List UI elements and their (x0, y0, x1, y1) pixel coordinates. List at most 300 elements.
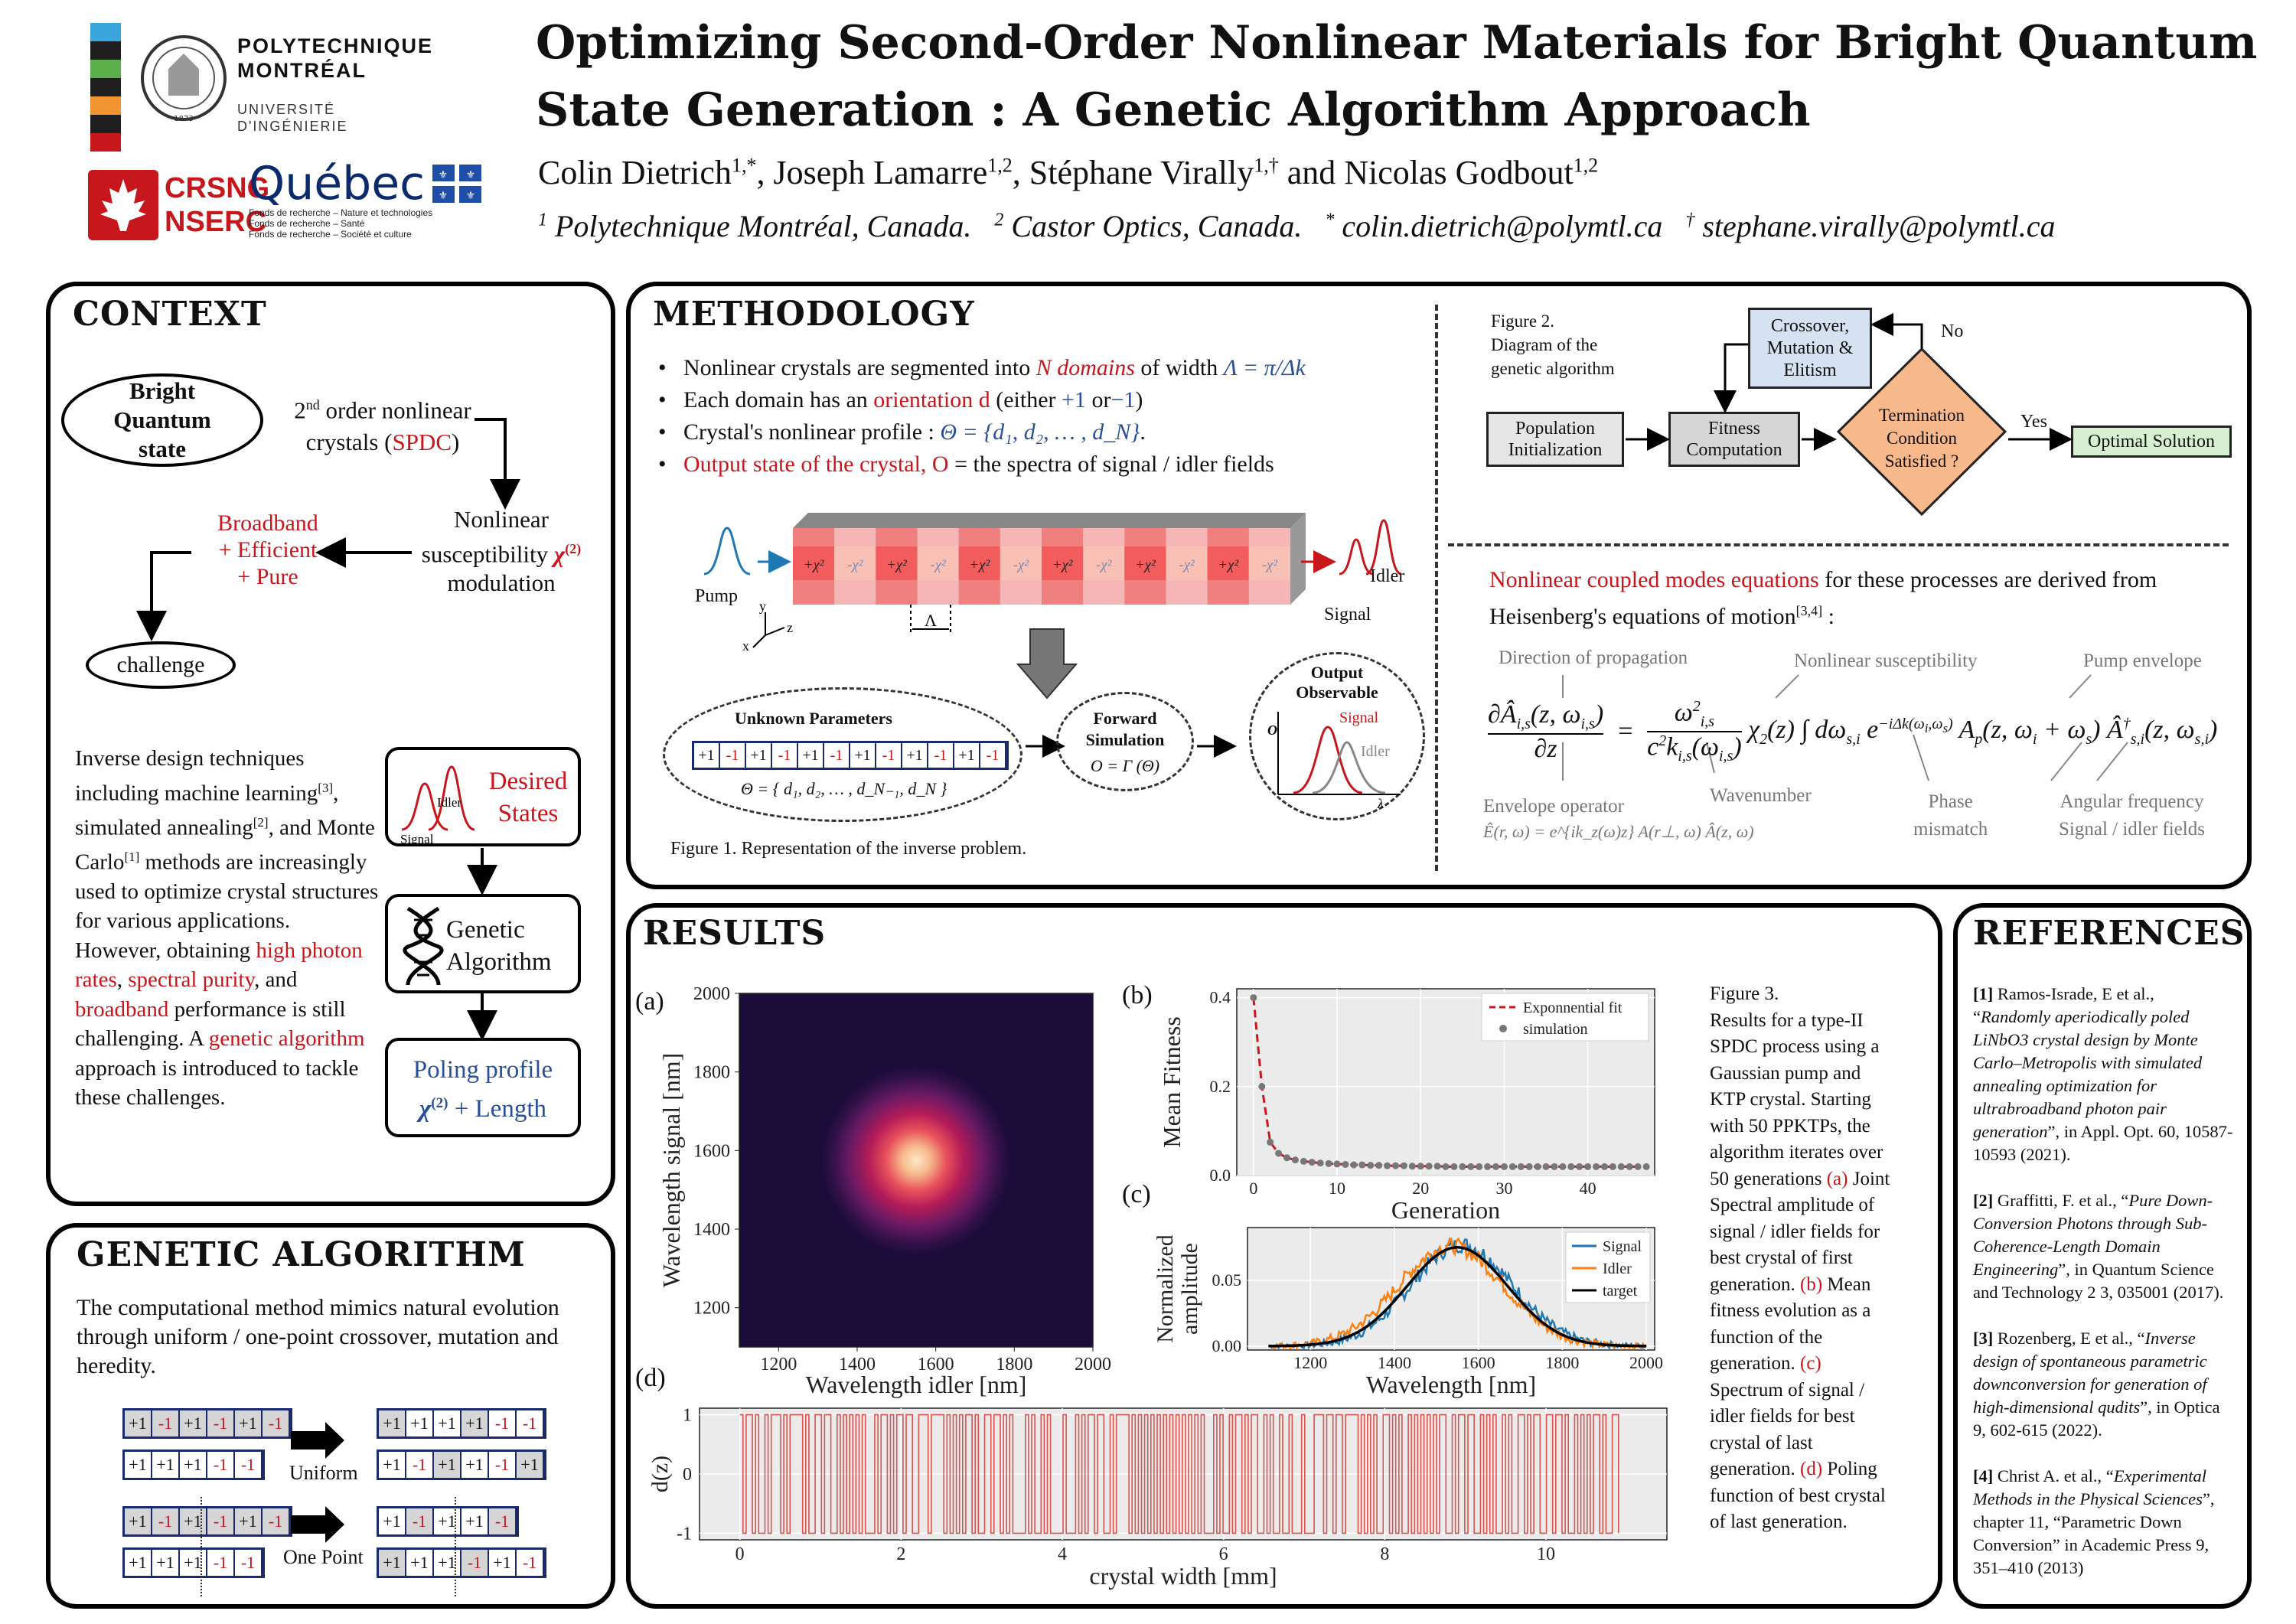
fitness-point (1576, 1163, 1583, 1170)
label-c: (c) (1122, 1180, 1151, 1208)
fitness-point (1551, 1163, 1557, 1170)
methodology-bullets: • Nonlinear crystals are segmented into N domains of width Λ = π/Δk • Each domain has an orientation d (either +1 or−1) • Crystal's nonlinear profile : Θ = {d₁, d₂, … , d_N}. • Output state of the crystal, O = the spectra of signal / idler fields (658, 355, 1306, 477)
fitness-point (1443, 1163, 1450, 1170)
fitness-point (1358, 1162, 1365, 1169)
lambda-label: Λ (925, 611, 937, 630)
gene-cell: +1 (180, 1452, 207, 1478)
gene-cell: -1 (235, 1550, 263, 1576)
fitness-point (1267, 1139, 1274, 1146)
gene-cell: +1 (461, 1452, 489, 1478)
gene-cell: +1 (235, 1508, 263, 1534)
reference-item: [2] Graffitti, F. et al., “Pure Down-Conversion Photons through Sub-Coherence-Length Domain Engineering”, in Quantum Science and Technology 2 3, 035001 (2017). (1973, 1191, 2224, 1302)
poster-title: Optimizing Second-Order Nonlinear Materials for Bright Quantum State Generation : A Genetic Algorithm Approach (536, 16, 2258, 137)
ann-nls: Nonlinear susceptibility (1794, 651, 1978, 671)
reference-item: [4] Christ A. et al., “Experimental Methods in the Physical Sciences”, chapter 11, “Parametric Down Conversion” in Academic Press 9, 351–410 (2013) (1973, 1466, 2215, 1577)
y-tick-label: 0.4 (1209, 987, 1231, 1007)
x-axis-label: crystal width [mm] (1089, 1562, 1277, 1590)
param-cell: +1 (850, 743, 876, 768)
gene-cell: +1 (489, 1550, 517, 1576)
fitness-point (1643, 1163, 1650, 1170)
domain-label: -χ² (847, 557, 863, 573)
gene-cell: -1 (207, 1452, 235, 1478)
caption-text: (d) (1800, 1459, 1823, 1479)
caption-text: Gaussian pump and (1710, 1062, 1861, 1084)
ann-wavenumber: Wavenumber (1710, 785, 1812, 806)
caption-text: (c) (1800, 1353, 1821, 1374)
fitness-point (1367, 1162, 1374, 1169)
gene-cell: -1 (207, 1508, 235, 1534)
fitness-point (1509, 1163, 1516, 1170)
polytechnique-subtitle: UNIVERSITÉ D'INGÉNIERIE (237, 102, 348, 134)
gene-cell: -1 (263, 1410, 290, 1436)
figure3-caption (1710, 981, 1939, 1536)
y-tick-label: 1800 (693, 1062, 730, 1083)
y-tick-label: 0 (683, 1465, 692, 1485)
y-tick-label: 2000 (693, 984, 730, 1004)
x-tick-label: 1600 (917, 1355, 954, 1375)
fitness-point (1392, 1163, 1399, 1169)
gene-cell: +1 (379, 1410, 406, 1436)
fitness-point (1417, 1163, 1424, 1169)
fitness-point (1450, 1163, 1457, 1170)
param-cell: +1 (694, 743, 720, 768)
x-tick-label: 1800 (996, 1355, 1033, 1375)
chromosome-row (122, 1547, 265, 1578)
svg-text:O: O (1267, 722, 1277, 738)
gene-cell: +1 (434, 1550, 461, 1576)
right-arrow-icon (291, 1422, 344, 1459)
chromosome-row (377, 1547, 546, 1578)
unknown-params-title: Unknown Parameters (735, 709, 892, 728)
param-cell: +1 (746, 743, 772, 768)
caption-text: algorithm iterates over (1710, 1142, 1883, 1163)
genetic-algorithm-box: Genetic Algorithm (385, 894, 581, 993)
svg-text:Signal: Signal (1339, 709, 1379, 726)
chart-a-heatmap (651, 984, 1111, 1401)
svg-text:Signal: Signal (400, 832, 434, 846)
chromosome-row (377, 1506, 519, 1537)
ann-direction: Direction of propagation (1499, 647, 1688, 668)
fitness-point (1543, 1163, 1550, 1170)
x-tick-label: 2 (896, 1544, 906, 1564)
x-tick-label: 10 (1329, 1179, 1346, 1198)
x-tick-label: 1200 (760, 1355, 797, 1375)
gene-cell: +1 (125, 1508, 152, 1534)
population-init-box: Population Initialization (1486, 412, 1624, 467)
fitness-point (1384, 1163, 1391, 1169)
domain-label: -χ² (1096, 557, 1112, 573)
signal-idler-peaks-icon (394, 753, 478, 845)
x-axis-label: Wavelength idler [nm] (805, 1371, 1027, 1398)
svg-text:λ: λ (1378, 796, 1384, 811)
x-axis-label: Generation (1391, 1196, 1501, 1224)
references-title: REFERENCES (1973, 914, 2245, 953)
caption-text: (b) (1800, 1273, 1823, 1295)
chart-c-spectrum (1148, 1217, 1684, 1408)
label-a: (a) (635, 987, 664, 1016)
arrow-to-output (1194, 735, 1240, 758)
gene-cell: -1 (489, 1452, 517, 1478)
caption-text: Spectrum of signal / (1710, 1379, 1865, 1401)
figure2-caption: Figure 2. Diagram of the genetic algorithm (1491, 311, 1615, 378)
gene-cell: +1 (235, 1410, 263, 1436)
label-d: (d) (635, 1364, 666, 1392)
svg-text:1873: 1873 (174, 115, 194, 123)
dna-icon (400, 905, 446, 989)
fitness-point (1526, 1163, 1533, 1170)
x-tick-label: 4 (1058, 1544, 1067, 1564)
signal-pulse-icon (1339, 540, 1373, 574)
crystals-text: 2nd order nonlinear crystals (SPDC) (294, 396, 471, 456)
fitness-point (1326, 1160, 1332, 1167)
caption-text: idler fields for best (1710, 1406, 1855, 1427)
svg-text:z: z (787, 620, 793, 635)
termination-text: Termination Condition Satisfied ? (1878, 406, 1965, 471)
gene-cell: +1 (180, 1550, 207, 1576)
gene-cell: +1 (434, 1508, 461, 1534)
chart-d-poling (647, 1397, 1691, 1604)
methodology-divider-horizontal (1448, 543, 2229, 546)
fitness-point (1300, 1158, 1307, 1165)
gene-cell: +1 (379, 1508, 406, 1534)
results-title: RESULTS (643, 914, 827, 953)
gene-cell: +1 (406, 1550, 434, 1576)
crsng-logo: CRSNG NSERC (88, 170, 226, 240)
x-tick-label: 1400 (1377, 1353, 1411, 1372)
fitness-point (1593, 1163, 1600, 1170)
y-tick-label: 1 (683, 1405, 692, 1426)
domain-label: -χ² (930, 557, 946, 573)
svg-text:⚜: ⚜ (465, 168, 476, 181)
y-axis-label: amplitude (1177, 1243, 1202, 1335)
fitness-point (1635, 1163, 1642, 1170)
gene-cell: -1 (207, 1410, 235, 1436)
gene-cell: +1 (434, 1452, 461, 1478)
fitness-point (1258, 1083, 1265, 1090)
svg-text:⚜: ⚜ (438, 189, 448, 201)
gene-cell: -1 (152, 1410, 180, 1436)
y-tick-label: 0.2 (1209, 1076, 1231, 1096)
caption-text: Results for a type-II (1710, 1009, 1864, 1031)
y-axis-label: Mean Fitness (1158, 1016, 1186, 1148)
fitness-point (1401, 1163, 1407, 1169)
caption-text: function of the (1710, 1326, 1823, 1348)
caption-text: fitness evolution as a (1710, 1300, 1871, 1321)
author-name: Stéphane Virally (1029, 154, 1254, 191)
svg-text:x: x (742, 638, 749, 654)
fitness-point (1459, 1163, 1466, 1170)
fitness-point (1518, 1163, 1525, 1170)
figure1-caption: Figure 1. Representation of the inverse problem. (670, 839, 1027, 859)
param-cell: +1 (954, 743, 980, 768)
gene-cell: -1 (207, 1550, 235, 1576)
fitness-box: Fitness Computation (1668, 412, 1800, 467)
fitness-point (1375, 1162, 1382, 1169)
domain-label: +χ² (885, 557, 907, 573)
domain-label: -χ² (1013, 557, 1029, 573)
genetic-title: GENETIC ALGORITHM (77, 1235, 526, 1274)
pump-label: Pump (695, 586, 739, 606)
svg-text:Idler: Idler (1361, 743, 1390, 760)
gene-cell: +1 (125, 1452, 152, 1478)
ann-phase: Phase mismatch (1913, 791, 1988, 840)
fitness-point (1409, 1163, 1416, 1169)
chromosome-row (122, 1450, 265, 1480)
output-spectra-plot (1263, 704, 1416, 811)
param-cell: +1 (902, 743, 928, 768)
x-tick-label: 8 (1380, 1544, 1390, 1564)
svg-text:⚜: ⚜ (438, 168, 448, 181)
y-axis-label: Wavelength signal [nm] (657, 1052, 685, 1288)
svg-text:⚜: ⚜ (465, 189, 476, 201)
chromosome-row (377, 1450, 546, 1480)
pump-pulse-icon (704, 528, 750, 574)
affiliation: Castor Optics, Canada. (1003, 209, 1326, 243)
caption-text: of last generation. (1710, 1511, 1848, 1532)
desired-states-box: Signal Idler Desired States (385, 747, 581, 846)
domain-label: +χ² (1218, 557, 1239, 573)
gene-cell: +1 (379, 1550, 406, 1576)
x-axis-label: Wavelength [nm] (1365, 1371, 1537, 1398)
param-cells (692, 741, 1009, 770)
domain-label: +χ² (969, 557, 990, 573)
y-tick-label: -1 (677, 1524, 692, 1544)
fitness-point (1467, 1163, 1474, 1170)
poling-profile-box: Poling profile $\chi^{(2)}$ + Length (385, 1038, 581, 1137)
x-tick-label: 1200 (1293, 1353, 1328, 1372)
fitness-point (1484, 1163, 1491, 1170)
gene-cell: +1 (379, 1452, 406, 1478)
context-flow-arrows (459, 842, 505, 1048)
caption-text: Mean (1822, 1273, 1871, 1295)
fitness-point (1250, 994, 1257, 1001)
x-tick-label: 2000 (1629, 1353, 1664, 1372)
y-axis-label: Normalized (1153, 1234, 1178, 1343)
fitness-point (1501, 1163, 1508, 1170)
equation-intro: Nonlinear coupled modes equations for these processes are derived from Heisenberg's equations of motion[3,4] : (1489, 567, 2157, 629)
legend-label: Exponnential fit (1523, 1000, 1623, 1016)
legend-label: simulation (1523, 1021, 1588, 1038)
chromosome-row (122, 1506, 292, 1537)
domain-label: +χ² (803, 557, 824, 573)
svg-text:Idler: Idler (437, 795, 462, 810)
fitness-point (1342, 1161, 1349, 1168)
caption-text: generation. (1710, 1353, 1801, 1374)
legend-label: target (1603, 1283, 1638, 1300)
param-cell: -1 (928, 743, 954, 768)
fitness-point (1350, 1162, 1357, 1169)
fitness-point (1275, 1150, 1282, 1156)
y-tick-label: 0.00 (1212, 1335, 1241, 1355)
legend-label: Idler (1603, 1260, 1632, 1277)
reference-item: [1] Ramos-Israde, E et al., “Randomly aperiodically poled LiNbO3 crystal design by Monte Carlo–Metropolis with simulated annealing optimization for ultrabroadband photon pair generation”, in Appl. Opt. 60, 10587-10593 (2021). (1973, 984, 2233, 1164)
coupled-mode-equation: $\frac{\partial Â_{i,s}(z, \omega_{i,s})}{\partial z}$ = $\frac{\omega^2_{i,s}}{c^2k_{i,s}(\omega_{i,s})}$ $\chi_2(z)$ ∫ $d\omega_{s,i}$ $e^{-i\Delta k(\omega_i,\omega_s)}$ $A_p(z$, $\omega_i + \omega_s$) $Â^\dagger_{s,i}(z$, $\omega_{s,i}$) (1488, 698, 2218, 765)
caption-text: generation. (1710, 1273, 1801, 1295)
affiliation: Polytechnique Montréal, Canada. (547, 209, 995, 243)
caption-text: Spectral amplitude of (1710, 1195, 1875, 1215)
caption-text: with 50 PPKTPs, the (1710, 1115, 1870, 1136)
author-name: Nicolas Godbout (1344, 154, 1574, 191)
gene-cell: -1 (517, 1410, 544, 1436)
gene-cell: +1 (125, 1550, 152, 1576)
author-name: Colin Dietrich (538, 154, 732, 191)
x-tick-label: 0 (1249, 1179, 1258, 1198)
caption-text: Poling (1822, 1459, 1877, 1479)
param-cell: +1 (798, 743, 824, 768)
gene-cell: -1 (489, 1410, 517, 1436)
domain-label: -χ² (1179, 557, 1195, 573)
author-name: Joseph Lamarre (773, 154, 988, 191)
x-tick-label: 1800 (1545, 1353, 1580, 1372)
context-paragraph: Inverse design techniques including machine learning[3], simulated annealing[2], and Monte Carlo[1] methods are increasingly used to optimize crystal structures for various applications. However, obtaining high photon rates, spectral purity, and broadband performance is still challenging. A genetic algorithm approach is introduced to tackle these challenges. (75, 746, 379, 1110)
domain-label: +χ² (1052, 557, 1073, 573)
y-tick-label: 1400 (693, 1220, 730, 1240)
gene-cell: +1 (180, 1410, 207, 1436)
caption-text: KTP crystal. Starting (1710, 1089, 1871, 1110)
gene-cell: -1 (152, 1508, 180, 1534)
fitness-point (1309, 1159, 1316, 1166)
param-cell: -1 (772, 743, 798, 768)
x-tick-label: 1400 (839, 1355, 876, 1375)
svg-text:y: y (759, 598, 766, 614)
gene-cell: +1 (434, 1410, 461, 1436)
caption-text: function of best crystal (1710, 1485, 1886, 1506)
x-tick-label: 0 (735, 1544, 745, 1564)
ann-pump: Pump envelope (2083, 651, 2202, 671)
gene-cell: +1 (152, 1550, 180, 1576)
optimal-solution-box: Optimal Solution (2071, 426, 2232, 458)
x-tick-label: 10 (1537, 1544, 1555, 1564)
polytechnique-logo-text: POLYTECHNIQUE MONTRÉAL (237, 34, 434, 82)
chromosome-row (122, 1408, 292, 1439)
x-tick-label: 20 (1412, 1179, 1430, 1198)
gene-cell: -1 (406, 1508, 434, 1534)
caption-text: best crystal of first (1710, 1247, 1853, 1268)
context-title: CONTEXT (73, 295, 267, 334)
fitness-point (1434, 1163, 1441, 1169)
affiliations: $^1$ Polytechnique Montréal, Canada. $^2$ Castor Optics, Canada. * colin.dietrich@polymtl.ca † stephane.virally@polymtl.ca (538, 209, 2079, 243)
chromosome-row (377, 1408, 546, 1439)
gene-cell: +1 (461, 1410, 489, 1436)
yes-label: Yes (2020, 412, 2047, 432)
caption-text: (a) (1826, 1168, 1848, 1189)
fitness-point (1618, 1163, 1625, 1170)
y-tick-label: 0.05 (1212, 1270, 1241, 1290)
caption-text: 50 generations (1710, 1168, 1827, 1189)
label-b: (b) (1122, 981, 1153, 1009)
fitness-point (1567, 1163, 1574, 1170)
heatmap-peak (821, 1065, 1011, 1255)
gene-cell: -1 (406, 1452, 434, 1478)
bright-state-ellipse: Bright Quantum state (61, 373, 263, 467)
domain-label: +χ² (1134, 557, 1156, 573)
reference-item: [3] Rozenberg, E et al., “Inverse design of spontaneous parametric downconversion for generation of high-dimensional qudits”, in Optica 9, 602-615 (2022). (1973, 1329, 2220, 1440)
ann-angular: Angular frequency Signal / idler fields (2059, 791, 2205, 840)
broadband-efficient-pure: Broadband + Efficient + Pure (217, 510, 318, 589)
gene-cell: -1 (489, 1508, 517, 1534)
x-tick-label: 2000 (1075, 1355, 1111, 1375)
crossover-box: Crossover, Mutation & Elitism (1748, 308, 1872, 389)
param-cell: -1 (824, 743, 850, 768)
gene-cell: -1 (263, 1508, 290, 1534)
signal-label: Signal (1324, 605, 1371, 624)
caption-text: crystal of last (1710, 1432, 1813, 1453)
x-tick-label: 1600 (1461, 1353, 1495, 1372)
fitness-point (1601, 1163, 1608, 1170)
fitness-point (1492, 1163, 1499, 1170)
caption-text: Joint (1848, 1168, 1890, 1189)
y-tick-label: 1200 (693, 1298, 730, 1319)
gene-cell: -1 (235, 1452, 263, 1478)
fitness-point (1426, 1163, 1433, 1169)
authors: Colin Dietrich$^{1,*}$, Joseph Lamarre$^{1,2}$, Stéphane Virally$^{1,\dagger}$ and Nicolas Godbout$^{1,2}$ (538, 154, 1599, 191)
methodology-title: METHODOLOGY (653, 295, 975, 334)
ann-envelope-eq: Ê(r, ω) = e^{ik_z(ω)z} A(r⊥, ω) Â(z, ω) (1483, 822, 1754, 841)
x-tick-label: 40 (1579, 1179, 1596, 1198)
methodology-divider-vertical (1435, 305, 1438, 871)
caption-text: Figure 3. (1710, 983, 1779, 1004)
axes-icon (753, 612, 784, 647)
param-cell: -1 (720, 743, 746, 768)
x-tick-label: 6 (1218, 1544, 1228, 1564)
domain-label: -χ² (1261, 557, 1278, 573)
chart-b-fitness (1148, 978, 1684, 1231)
no-label: No (1941, 321, 1964, 341)
ann-envelope: Envelope operator (1483, 796, 1624, 817)
genetic-text: The computational method mimics natural evolution through uniform / one-point crossover, mutation and heredity. (77, 1295, 559, 1378)
caption-text: SPDC process using a (1710, 1036, 1880, 1057)
one-point-label: One Point (283, 1546, 364, 1568)
gene-cell: +1 (461, 1508, 489, 1534)
gene-cell: +1 (517, 1452, 544, 1478)
affiliation: stephane.virally@polymtl.ca (1694, 209, 2079, 243)
challenge-ellipse: challenge (86, 641, 236, 689)
param-cell: -1 (876, 743, 902, 768)
gene-cell: +1 (152, 1452, 180, 1478)
forward-sim-circle: Forward Simulation O = Γ (Θ) (1056, 692, 1194, 791)
param-cell: -1 (980, 743, 1006, 768)
fitness-point (1283, 1154, 1290, 1161)
fitness-point (1609, 1163, 1616, 1170)
nonlinear-susceptibility: Nonlinear susceptibility $\chi^{(2)}$ modulation (421, 506, 582, 597)
theta-equation: Θ = { d₁, d₂, … , d_N₋₁, d_N } (741, 779, 947, 798)
caption-text: signal / idler fields for (1710, 1221, 1880, 1242)
gene-cell: -1 (517, 1550, 544, 1576)
references-list (1973, 983, 2233, 1603)
legend-label: Signal (1603, 1238, 1642, 1255)
uniform-label: Uniform (289, 1462, 358, 1484)
y-tick-label: 1600 (693, 1141, 730, 1162)
idler-label: Idler (1370, 566, 1405, 586)
gene-cell: -1 (461, 1550, 489, 1576)
affiliation: colin.dietrich@polymtl.ca (1334, 209, 1686, 243)
fitness-point (1292, 1156, 1299, 1163)
right-arrow-icon (291, 1506, 344, 1543)
quebec-logo: Québec ⚜ ⚜ ⚜ ⚜ Fonds de recherche – Nature et technologies Fonds de recherche – Santé Fonds de recherche – Société et culture (249, 157, 481, 240)
flowchart-arrows (1485, 306, 2242, 520)
y-axis-label: d(z) (647, 1455, 673, 1493)
fitness-point (1626, 1163, 1633, 1170)
fitness-point (1317, 1159, 1324, 1166)
gene-cell: +1 (125, 1410, 152, 1436)
fitness-point (1534, 1163, 1541, 1170)
fitness-point (1559, 1163, 1566, 1170)
down-arrow-icon (1016, 629, 1078, 699)
x-tick-label: 30 (1495, 1179, 1513, 1198)
gene-cell: +1 (406, 1410, 434, 1436)
y-tick-label: 0.0 (1209, 1166, 1231, 1185)
fitness-point (1476, 1163, 1482, 1170)
